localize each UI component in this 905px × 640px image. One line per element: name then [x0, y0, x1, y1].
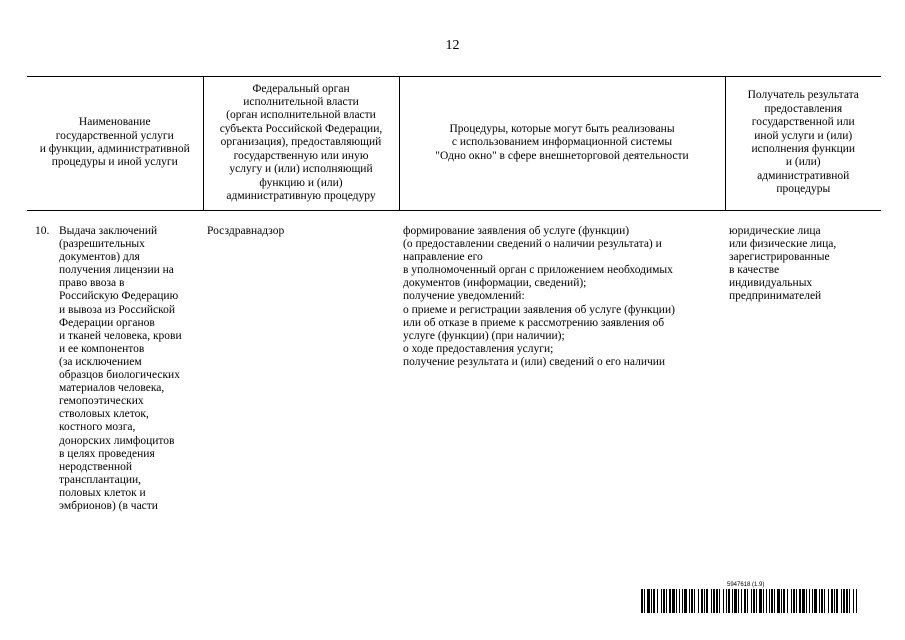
header-line: с использованием информационной системы [451, 136, 673, 149]
header-line: административную процедуру [226, 189, 376, 202]
cell-line: или об отказе в приеме к рассмотрению заявления об [403, 316, 665, 329]
header-line: исполнительной власти [243, 96, 359, 109]
barcode-bar [723, 589, 724, 613]
cell-line: документов) для [59, 251, 140, 264]
barcode-bar [651, 589, 652, 613]
barcode-bar [787, 589, 788, 613]
barcode-bar [766, 589, 767, 613]
cell-line: индивидуальных [729, 277, 813, 290]
cell-line: и вывоза из Российской [59, 303, 176, 316]
header-line: функцию и (или) [259, 176, 343, 189]
barcode-bar [689, 589, 690, 613]
barcode-bar [836, 589, 838, 613]
services-table-wrapper [27, 76, 881, 513]
cell-line: (разрешительных [59, 238, 145, 251]
barcode-bar [682, 589, 683, 613]
header-line: государственной или [751, 116, 855, 129]
barcode-bar [644, 589, 645, 613]
cell-line: получения лицензии на [59, 264, 174, 277]
table-row [27, 211, 881, 514]
barcode-bar [769, 589, 770, 613]
header-line: "Одно окно" в сфере внешнеторговой деятельности [435, 149, 689, 162]
cell-line: эмбрионов) (в части [59, 499, 158, 512]
cell-line: или физические лица, [729, 238, 837, 251]
header-line: административной [757, 169, 850, 182]
cell-line: направление его [403, 251, 483, 264]
row-recipient [725, 211, 881, 514]
cell-line: Российскую Федерацию [59, 290, 179, 303]
header-line: предоставления [764, 102, 843, 115]
barcode-bar [669, 589, 671, 613]
barcode-bar [846, 589, 848, 613]
header-line: иной услуги и (или) [754, 129, 853, 142]
barcode-bar [666, 589, 667, 613]
barcode-bar [856, 589, 857, 613]
barcode-bar [744, 589, 746, 613]
barcode-bar [824, 589, 825, 613]
barcode-bar [726, 589, 727, 613]
header-line: организация), предоставляющий [220, 136, 382, 149]
barcode-bar [821, 589, 823, 613]
cell-line: образцов биологических [59, 369, 180, 382]
cell-line: документов (информации, сведений); [403, 277, 587, 290]
header-line: Наименование [78, 116, 151, 129]
barcode-bar [672, 589, 675, 613]
cell-line: костного мозга, [59, 421, 136, 434]
barcode-bar [809, 589, 810, 613]
barcode-bar [679, 589, 680, 613]
barcode-bar [732, 589, 733, 613]
header-line: и (или) [785, 156, 821, 169]
header-line: процедуры [776, 183, 831, 196]
barcode-bar [691, 589, 693, 613]
barcode-bar [713, 589, 715, 613]
cell-line: (о предоставлении сведений о наличии результата) и [403, 238, 662, 251]
barcode-bar [704, 589, 705, 613]
header-procedures [399, 77, 725, 211]
barcode-bar [759, 589, 762, 613]
cell-line: трансплантации, [59, 473, 142, 486]
barcode-bar [684, 589, 687, 613]
barcode-bar [781, 589, 782, 613]
cell-line: в уполномоченный орган с приложением необходимых [403, 264, 673, 277]
barcode-bar [799, 589, 801, 613]
header-line: и функции, административной [39, 143, 190, 155]
cell-line: и ее компонентов [59, 342, 145, 355]
barcode-caption: 5947618 (1.9) [727, 582, 765, 588]
barcode-bar [647, 589, 650, 613]
barcode-bar [812, 589, 813, 613]
cell-line: получение уведомлений: [403, 290, 525, 303]
header-service-name [27, 77, 203, 211]
cell-line: юридические лица [729, 225, 821, 237]
header-line: государственную или иную [233, 149, 369, 162]
barcode-bar [756, 589, 757, 613]
barcode-bar [661, 589, 662, 613]
cell-line: о ходе предоставления услуги; [403, 342, 554, 355]
cell-line: стволовых клеток, [59, 408, 149, 421]
barcode-bar [774, 589, 775, 613]
barcode-bar [653, 589, 655, 613]
barcode-bar [719, 589, 720, 613]
barcode-image [641, 589, 858, 613]
cell-line: в целях проведения [59, 447, 155, 460]
barcode-bar [841, 589, 842, 613]
barcode-bar [701, 589, 703, 613]
barcode-bar [783, 589, 785, 613]
barcode-bar [849, 589, 850, 613]
barcode-bar [641, 589, 643, 613]
header-line: услугу и (или) исполняющий [229, 163, 373, 176]
cell-line: донорских лимфоцитов [59, 434, 175, 447]
cell-line: зарегистрированные [729, 251, 830, 264]
barcode-bar [814, 589, 817, 613]
row-service-name [55, 211, 203, 514]
barcode-bar [802, 589, 805, 613]
header-line: государственной услуги [55, 129, 174, 142]
cell-line: Федерации органов [59, 316, 155, 329]
cell-line: неродственной [59, 460, 133, 473]
cell-line: формирование заявления об услуге (функции) [403, 225, 630, 237]
barcode-bar [791, 589, 792, 613]
barcode-bar [753, 589, 755, 613]
header-line: исполнения функции [751, 143, 856, 155]
services-table [27, 76, 881, 513]
header-line: Процедуры, которые могут быть реализованы [449, 122, 675, 135]
barcode-bar [831, 589, 833, 613]
header-executive-authority [203, 77, 399, 211]
barcode-bar [747, 589, 748, 613]
cell-line: услуге (функции) (при наличии); [403, 329, 565, 342]
cell-line: и тканей человека, крови [59, 329, 182, 342]
barcode-bar [796, 589, 797, 613]
barcode-bar [716, 589, 718, 613]
cell-line: гемопоэтических [59, 395, 144, 408]
barcode-bar [853, 589, 854, 613]
row-procedures [399, 211, 725, 514]
barcode-bar [793, 589, 795, 613]
cell-line: в качестве [729, 264, 780, 277]
header-line: Федеральный орган [252, 82, 350, 95]
barcode-bar [828, 589, 829, 613]
cell-line: половых клеток и [59, 486, 146, 499]
cell-line: право ввоза в [59, 277, 125, 290]
cell-line: получение результата и (или) сведений о его наличии [403, 355, 666, 368]
barcode-bar [777, 589, 780, 613]
barcode-bar [676, 589, 677, 613]
barcode-bar [806, 589, 807, 613]
cell-line: предпринимателей [729, 290, 822, 303]
cell-line: о приеме и регистрации заявления об услуге (функции) [403, 303, 675, 316]
barcode-bar [711, 589, 712, 613]
barcode-bar [706, 589, 708, 613]
header-line: (орган исполнительной власти [226, 109, 376, 122]
barcode-bar [763, 589, 764, 613]
barcode-bar [741, 589, 742, 613]
header-line: субъекта Российской Федерации, [219, 122, 383, 135]
barcode-bar [834, 589, 835, 613]
barcode-bar [738, 589, 739, 613]
header-line: процедуры и иной услуги [51, 156, 178, 169]
barcode-bar [698, 589, 699, 613]
barcode-bar [771, 589, 773, 613]
barcode-bar [734, 589, 737, 613]
barcode-bar [751, 589, 752, 613]
header-line: Получатель результата [747, 89, 859, 102]
row-number: 10. [35, 225, 50, 237]
barcode-bar [694, 589, 695, 613]
barcode-bar [843, 589, 845, 613]
barcode-bar [657, 589, 658, 613]
cell-line: (за исключением [59, 355, 142, 368]
barcode-bar [819, 589, 820, 613]
page-number: 12 [445, 38, 460, 53]
cell-line: Выдача заключений [59, 225, 158, 237]
header-result-recipient [725, 77, 881, 211]
cell-line: материалов человека, [59, 382, 165, 395]
barcode-bar [663, 589, 665, 613]
barcode-bar [728, 589, 730, 613]
table-header-row [27, 77, 881, 211]
row-authority: Росздравнадзор [207, 225, 285, 237]
